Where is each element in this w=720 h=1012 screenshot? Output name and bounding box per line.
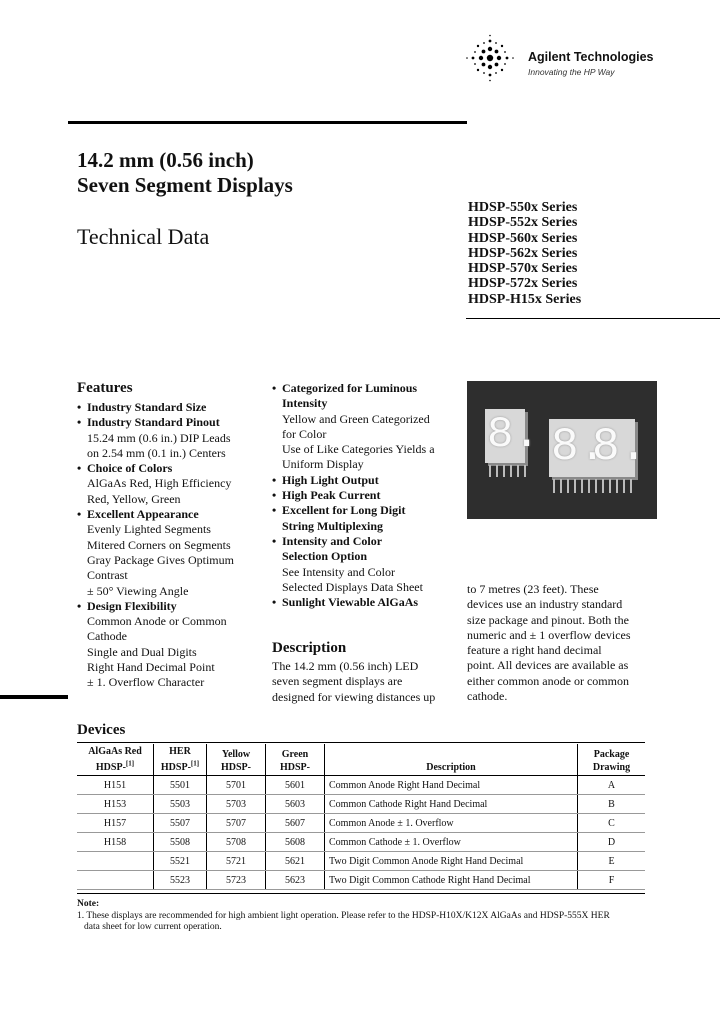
description-line: to 7 metres (23 feet). These xyxy=(467,582,599,596)
feature-item xyxy=(77,461,267,507)
table-cell: 5501 xyxy=(154,776,207,795)
feature-heading: String Multiplexing xyxy=(282,518,384,533)
note-line: 1. These displays are recommended for high ambient light operation. Please refer to the HDSP-H10X/K12X AlGaAs and HDSP-555X HER xyxy=(77,910,610,921)
page-title-line2: Seven Segment Displays xyxy=(77,173,293,197)
features-list-1 xyxy=(77,400,267,691)
feature-detail: Red, Yellow, Green xyxy=(87,491,181,506)
col-description: Description xyxy=(325,744,578,776)
table-header-row xyxy=(77,744,645,776)
table-cell: 5603 xyxy=(266,795,325,814)
feature-detail: AlGaAs Red, High Efficiency xyxy=(87,476,232,491)
feature-detail: ± 1. Overflow Character xyxy=(87,675,205,690)
feature-heading: Intensity xyxy=(282,396,328,411)
table-cell: 5723 xyxy=(207,871,266,890)
description-line: either common anode or common xyxy=(467,673,629,688)
series-item: HDSP-562x Series xyxy=(468,245,578,261)
table-cell: C xyxy=(578,814,646,833)
starburst-icon xyxy=(464,34,516,82)
dual-digit-pins xyxy=(553,479,637,493)
table-cell: 5508 xyxy=(154,833,207,852)
feature-heading: • Choice of Colors xyxy=(87,461,173,476)
digit-glyph: 8. xyxy=(592,421,648,473)
table-cell: 5503 xyxy=(154,795,207,814)
table-cell: H153 xyxy=(77,795,154,814)
table-cell: 5608 xyxy=(266,833,325,852)
devices-table xyxy=(77,744,645,890)
right-rule xyxy=(466,318,720,319)
feature-item xyxy=(272,534,462,595)
series-item: HDSP-552x Series xyxy=(468,215,578,231)
table-cell: 5701 xyxy=(207,776,266,795)
feature-detail: Cathode xyxy=(87,629,127,644)
feature-item xyxy=(272,473,462,488)
feature-detail: Mitered Corners on Segments xyxy=(87,537,231,552)
logo xyxy=(464,34,524,82)
table-cell: Common Anode Right Hand Decimal xyxy=(325,776,578,795)
table-cell: A xyxy=(578,776,646,795)
col-her: HER HDSP-[1] xyxy=(154,744,207,776)
company-tagline: Innovating the HP Way xyxy=(528,67,615,77)
feature-detail: on 2.54 mm (0.1 in.) Centers xyxy=(87,445,226,460)
note-label: Note: xyxy=(77,899,100,909)
feature-item xyxy=(272,381,462,473)
table-row xyxy=(77,795,645,814)
devices-table-top-rule xyxy=(77,742,645,743)
feature-detail: Uniform Display xyxy=(282,457,364,472)
description-line: devices use an industry standard xyxy=(467,597,623,612)
feature-heading: • High Light Output xyxy=(282,472,379,487)
table-row xyxy=(77,814,645,833)
company-name: Agilent Technologies xyxy=(528,50,654,64)
series-item: HDSP-570x Series xyxy=(468,261,578,277)
feature-heading: • Sunlight Viewable AlGaAs xyxy=(282,595,419,610)
description-line: feature a right hand decimal xyxy=(467,643,602,658)
feature-detail: See Intensity and Color xyxy=(282,564,395,579)
feature-detail: Gray Package Gives Optimum xyxy=(87,552,234,567)
table-cell: 5708 xyxy=(207,833,266,852)
table-row xyxy=(77,852,645,871)
devices-heading: Devices xyxy=(77,722,126,738)
table-row xyxy=(77,871,645,890)
table-cell: 5523 xyxy=(154,871,207,890)
table-cell: F xyxy=(578,871,646,890)
title-rule xyxy=(68,121,467,124)
description-line: point. All devices are available as xyxy=(467,658,629,673)
series-item: HDSP-560x Series xyxy=(468,230,578,246)
series-item: HDSP-550x Series xyxy=(468,200,578,215)
dual-digit-display xyxy=(549,419,648,477)
margin-bar xyxy=(0,695,68,699)
table-cell: E xyxy=(578,852,646,871)
feature-heading: • Excellent Appearance xyxy=(87,507,199,522)
table-cell: 5601 xyxy=(266,776,325,795)
feature-heading: • Categorized for Luminous xyxy=(282,381,418,395)
feature-heading: • Intensity and Color xyxy=(282,533,383,548)
feature-item xyxy=(77,415,267,461)
digit-glyph: 8. xyxy=(487,410,540,460)
table-cell: H151 xyxy=(77,776,154,795)
feature-item xyxy=(77,400,267,415)
table-cell: Common Cathode Right Hand Decimal xyxy=(325,795,578,814)
feature-detail: Single and Dual Digits xyxy=(87,644,197,659)
col-green: Green HDSP- xyxy=(266,744,325,776)
table-cell: B xyxy=(578,795,646,814)
col-algaas: AlGaAs Red HDSP-[1] xyxy=(77,744,154,776)
feature-item xyxy=(272,503,462,534)
table-cell: 5521 xyxy=(154,852,207,871)
table-cell: Common Anode ± 1. Overflow xyxy=(325,814,578,833)
description-line: cathode. xyxy=(467,689,508,704)
description-heading: Description xyxy=(272,640,347,656)
description-line: The 14.2 mm (0.56 inch) LED xyxy=(272,659,419,673)
features-heading: Features xyxy=(77,380,133,396)
feature-detail: Selected Displays Data Sheet xyxy=(282,579,423,594)
description-line: seven segment displays are xyxy=(272,674,403,689)
feature-detail: Contrast xyxy=(87,568,128,583)
table-cell: 5623 xyxy=(266,871,325,890)
table-cell: D xyxy=(578,833,646,852)
feature-heading: • High Peak Current xyxy=(282,488,381,503)
table-cell: 5707 xyxy=(207,814,266,833)
description-text-2 xyxy=(467,582,667,704)
table-note xyxy=(77,899,677,934)
feature-item xyxy=(77,599,267,691)
devices-table-bottom-rule xyxy=(77,893,645,894)
feature-heading: • Industry Standard Size xyxy=(87,400,207,414)
feature-detail: Yellow and Green Categorized xyxy=(282,411,430,426)
series-item: HDSP-H15x Series xyxy=(468,291,582,307)
description-line: size package and pinout. Both the xyxy=(467,612,629,627)
table-row xyxy=(77,833,645,852)
table-cell xyxy=(77,852,154,871)
feature-item xyxy=(77,507,267,599)
single-digit-display xyxy=(485,409,540,463)
feature-heading: • Design Flexibility xyxy=(87,598,177,613)
table-cell: Two Digit Common Anode Right Hand Decimal xyxy=(325,852,578,871)
note-line: data sheet for low current operation. xyxy=(84,922,222,932)
feature-item xyxy=(272,595,462,610)
table-cell xyxy=(77,871,154,890)
series-item: HDSP-572x Series xyxy=(468,276,578,292)
feature-detail: Use of Like Categories Yields a xyxy=(282,442,435,457)
table-cell: Two Digit Common Cathode Right Hand Decimal xyxy=(325,871,578,890)
col-package: Package Drawing xyxy=(578,744,646,776)
features-list-2 xyxy=(272,381,462,610)
description-line: designed for viewing distances up xyxy=(272,689,436,704)
table-cell: 5607 xyxy=(266,814,325,833)
digit-glyph: 8. xyxy=(551,421,607,473)
feature-heading: • Industry Standard Pinout xyxy=(87,415,220,430)
table-cell: 5621 xyxy=(266,852,325,871)
table-cell: 5721 xyxy=(207,852,266,871)
feature-item xyxy=(272,488,462,503)
feature-detail: Common Anode or Common xyxy=(87,614,227,629)
col-yellow: Yellow HDSP- xyxy=(207,744,266,776)
description-line: numeric and ± 1 overflow devices xyxy=(467,627,631,642)
table-cell: Common Cathode ± 1. Overflow xyxy=(325,833,578,852)
table-cell: H157 xyxy=(77,814,154,833)
table-row xyxy=(77,776,645,795)
table-cell: 5507 xyxy=(154,814,207,833)
single-digit-pins xyxy=(489,465,527,477)
table-cell: H158 xyxy=(77,833,154,852)
feature-detail: 15.24 mm (0.6 in.) DIP Leads xyxy=(87,430,231,445)
feature-heading: • Excellent for Long Digit xyxy=(282,503,406,518)
feature-heading: Selection Option xyxy=(282,549,368,564)
series-list xyxy=(468,200,581,307)
product-photo xyxy=(467,381,657,519)
table-cell: 5703 xyxy=(207,795,266,814)
page-subtitle: Technical Data xyxy=(77,224,210,249)
page-title-line1: 14.2 mm (0.56 inch) xyxy=(77,148,254,172)
feature-detail: for Color xyxy=(282,426,327,441)
feature-detail: Right Hand Decimal Point xyxy=(87,660,215,675)
feature-detail: Evenly Lighted Segments xyxy=(87,522,211,537)
description-text-1 xyxy=(272,659,467,705)
feature-detail: ± 50° Viewing Angle xyxy=(87,583,189,598)
